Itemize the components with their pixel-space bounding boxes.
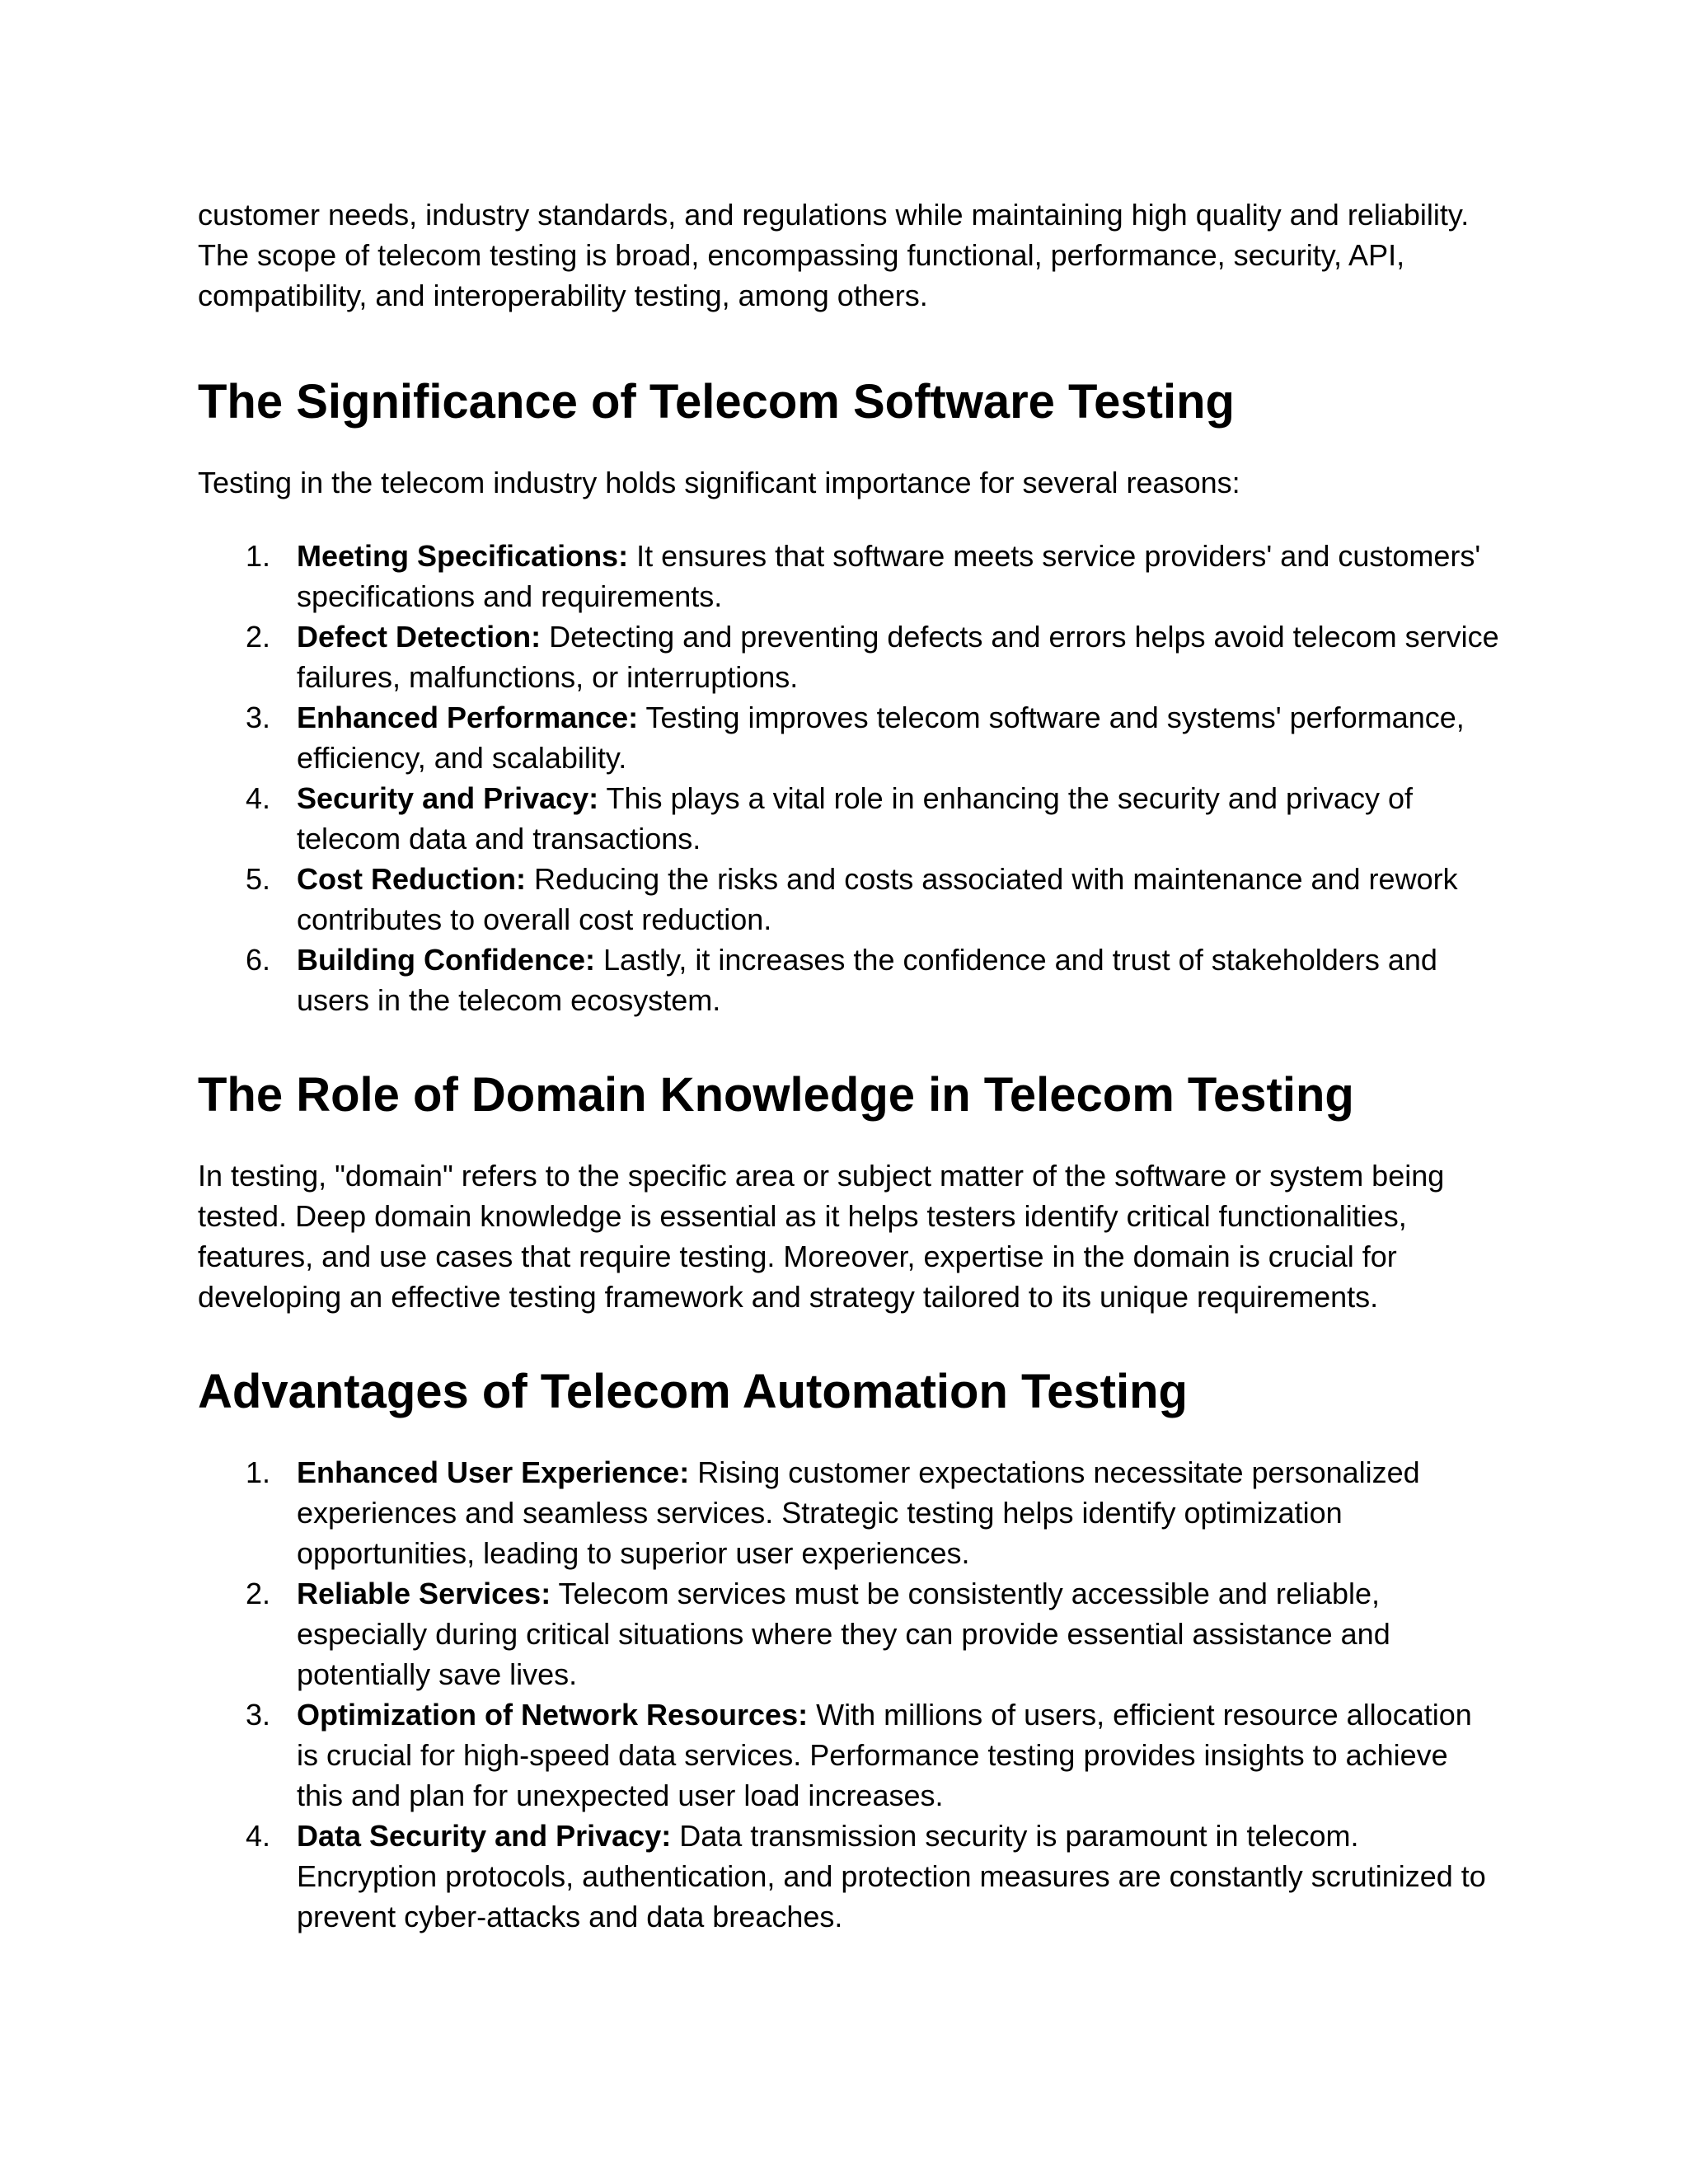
list-text: Reducing the risks and costs associated with maintenance and rework contributes to overall cost reduction. [297,862,1458,936]
list-number: 1. [246,1455,271,1489]
list-term: Reliable Services: [297,1577,551,1610]
list-text: Rising customer expectations necessitate personalized experiences and seamless services. Strategic testing helps identify optimization opportunities, leading to superior user experiences. [297,1455,1420,1570]
list-term: Data Security and Privacy: [297,1819,672,1853]
list-term: Defect Detection: [297,620,542,654]
heading-significance: The Significance of Telecom Software Testing [198,375,1235,429]
list-term: Meeting Specifications: [297,539,629,573]
list-text: Detecting and preventing defects and errors helps avoid telecom service failures, malfunctions, or interruptions. [297,620,1499,694]
significance-intro: Testing in the telecom industry holds significant importance for several reasons: [198,466,1240,499]
list-term: Building Confidence: [297,943,595,977]
list-text: With millions of users, efficient resource allocation is crucial for high-speed data services. Performance testing provides insights to achieve this and plan for unexpected user load increases. [297,1698,1472,1812]
list-term: Cost Reduction: [297,862,526,896]
document-page [198,194,1500,1937]
heading-advantages: Advantages of Telecom Automation Testing [198,1365,1188,1418]
list-item [198,778,1500,859]
heading-domain-knowledge: The Role of Domain Knowledge in Telecom Testing [198,1068,1354,1122]
list-number: 4. [246,1819,271,1853]
list-item [198,536,1500,616]
list-text: Lastly, it increases the confidence and trust of stakeholders and users in the telecom ecosystem. [297,943,1437,1017]
list-number: 5. [246,862,271,896]
list-term: Security and Privacy: [297,781,599,815]
significance-list [198,536,1500,1020]
list-text: Data transmission security is paramount in telecom. Encryption protocols, authentication, and protection measures are constantly scrutinized to prevent cyber-attacks and data breaches. [297,1819,1486,1933]
list-number: 6. [246,943,271,977]
list-text: This plays a vital role in enhancing the security and privacy of telecom data and transactions. [297,781,1414,855]
intro-paragraph: customer needs, industry standards, and regulations while maintaining high quality and reliability. The scope of telecom testing is broad, encompassing functional, performance, security, API, compatibility, and interoperability testing, among others. [198,198,1470,312]
list-term: Enhanced User Experience: [297,1455,690,1489]
list-text: Telecom services must be consistently accessible and reliable, especially during critical situations where they can provide essential assistance and potentially save lives. [297,1577,1390,1691]
list-item [198,1694,1500,1816]
list-number: 3. [246,701,271,734]
list-number: 3. [246,1698,271,1732]
list-item [198,616,1500,697]
list-text: It ensures that software meets service providers' and customers' specifications and requirements. [297,539,1481,613]
list-item [198,859,1500,940]
list-term: Enhanced Performance: [297,701,639,734]
list-term: Optimization of Network Resources: [297,1698,809,1732]
list-number: 2. [246,620,271,654]
list-number: 1. [246,539,271,573]
list-number: 2. [246,1577,271,1610]
domain-paragraph: In testing, "domain" refers to the specific area or subject matter of the software or system being tested. Deep domain knowledge is essential as it helps testers identify critical functionalities, features, and use cases that require testing. Moreover, expertise in the domain is crucial for developing an effective testing framework and strategy tailored to its unique requirements. [198,1159,1445,1314]
list-item [198,1816,1500,1937]
list-item [198,940,1500,1020]
list-item [198,1573,1500,1694]
list-item [198,1452,1500,1573]
list-number: 4. [246,781,271,815]
advantages-list [198,1452,1500,1937]
list-item [198,697,1500,778]
list-text: Testing improves telecom software and systems' performance, efficiency, and scalability. [297,701,1465,775]
